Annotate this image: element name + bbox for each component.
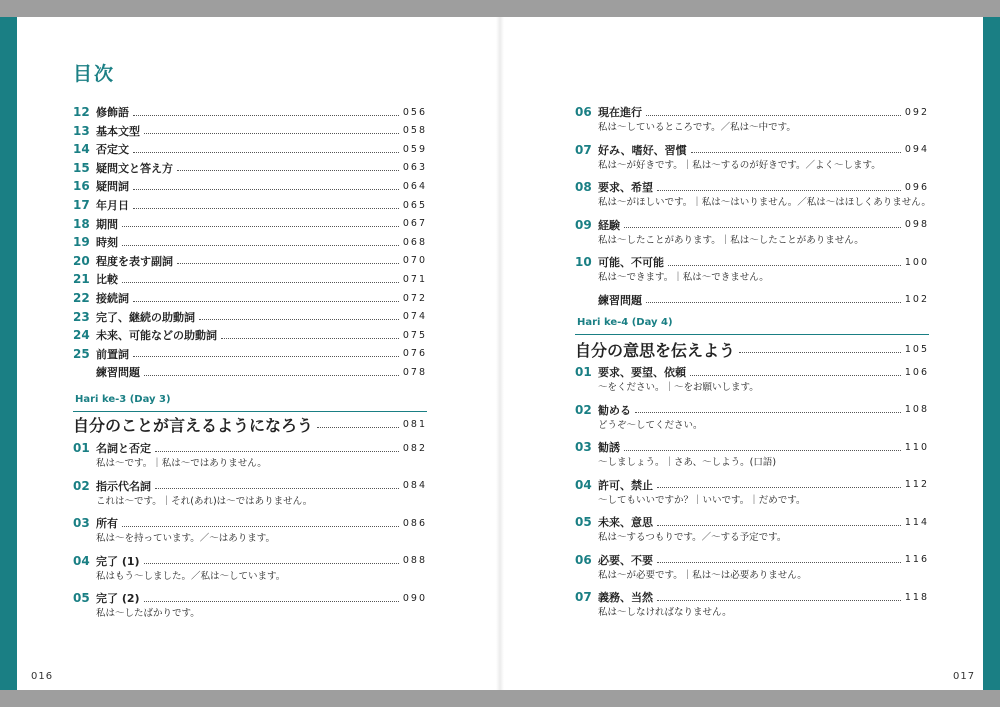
- leader-dots: [690, 375, 901, 376]
- leader-dots: [635, 412, 901, 413]
- entry-number: 20: [73, 253, 90, 268]
- entry-page: 078: [402, 366, 427, 378]
- entry-number: 09: [575, 217, 592, 232]
- day-rule: [575, 334, 929, 335]
- entry-page: 108: [904, 404, 929, 415]
- toc-entry[interactable]: [575, 253, 929, 271]
- toc-title: 目次: [73, 63, 116, 85]
- entry-page: 110: [904, 441, 929, 453]
- leader-dots: [657, 562, 901, 563]
- entry-page: 105: [904, 343, 929, 355]
- toc-entry[interactable]: [73, 363, 427, 381]
- leader-dots: [133, 356, 399, 357]
- entry-number: 05: [575, 515, 592, 529]
- toc-entry[interactable]: [73, 289, 427, 307]
- entry-page: 058: [402, 125, 427, 137]
- leader-dots: [646, 115, 901, 116]
- entry-example: 私は〜がほしいです。｜私は〜はいりません。／私は〜はほしくありません。: [598, 197, 931, 208]
- entry-number: 25: [73, 346, 90, 361]
- toc-entry[interactable]: [73, 233, 427, 251]
- entry-title: 期間: [96, 217, 118, 231]
- entry-example: 私は〜できます。｜私は〜できません。: [598, 272, 769, 283]
- leader-dots: [657, 525, 901, 526]
- entry-number: 21: [73, 272, 90, 287]
- entry-page: 100: [904, 256, 929, 268]
- entry-number: 10: [575, 255, 592, 269]
- entry-page: 084: [402, 480, 427, 491]
- toc-entry[interactable]: [73, 477, 427, 495]
- entry-page: 059: [402, 143, 427, 155]
- entry-title: 名詞と否定: [96, 442, 151, 455]
- entry-page: 076: [402, 348, 427, 360]
- entry-title: 練習問題: [96, 366, 140, 380]
- leader-dots: [155, 488, 399, 489]
- entry-example: 私は〜するつもりです。／〜する予定です。: [598, 532, 787, 543]
- entry-title: 疑問文と答え方: [96, 161, 173, 175]
- toc-entry[interactable]: [575, 363, 929, 381]
- entry-page: 072: [402, 292, 427, 304]
- day-label: Hari ke-3 (Day 3): [75, 394, 171, 405]
- toc-entry[interactable]: [73, 552, 427, 570]
- entry-number: 07: [575, 142, 592, 157]
- toc-entry[interactable]: [575, 141, 929, 159]
- left-page-number: 016: [31, 671, 54, 682]
- entry-title: 経験: [598, 218, 620, 232]
- leader-dots: [199, 319, 399, 320]
- entry-title: 比較: [96, 273, 118, 287]
- leader-dots: [144, 601, 399, 602]
- entry-number: 02: [73, 478, 90, 493]
- entry-page: 098: [904, 219, 929, 230]
- entry-title: 勧誘: [598, 441, 620, 454]
- leader-dots: [122, 526, 399, 527]
- toc-entry[interactable]: [73, 439, 427, 457]
- entry-page: 114: [904, 516, 929, 528]
- entry-example: 私はもう〜しました。／私は〜しています。: [96, 570, 286, 582]
- entry-title: 基本文型: [96, 124, 140, 138]
- entry-number: 22: [73, 291, 90, 305]
- leader-dots: [624, 227, 901, 228]
- toc-entry[interactable]: [575, 103, 929, 121]
- entry-title: 未来、意思: [598, 516, 653, 529]
- entry-number: 01: [575, 365, 592, 379]
- leader-dots: [317, 427, 399, 428]
- entry-example: 私は〜したことがあります。｜私は〜したことがありません。: [598, 234, 864, 246]
- entry-example: これは〜です。｜それ(あれ)は〜ではありません。: [96, 495, 313, 507]
- entry-page: 096: [904, 181, 929, 193]
- entry-page: 094: [904, 144, 929, 155]
- entry-title: 年月日: [96, 199, 129, 212]
- toc-entry[interactable]: [575, 216, 929, 234]
- entry-number: 03: [73, 516, 90, 530]
- entry-page: 102: [904, 294, 929, 305]
- entry-example: 私は〜を持っています。／〜はあります。: [96, 533, 275, 544]
- entry-title: 好み、嗜好、習慣: [598, 143, 687, 157]
- entry-title: 指示代名詞: [96, 479, 151, 493]
- entry-page: 063: [402, 162, 427, 174]
- entry-number: 04: [73, 553, 90, 568]
- section-heading-row[interactable]: [73, 412, 427, 436]
- toc-entry[interactable]: [73, 252, 427, 270]
- entry-title: 可能、不可能: [598, 256, 664, 269]
- entry-page: 082: [402, 442, 427, 454]
- toc-entry[interactable]: [575, 551, 929, 569]
- entry-number: 19: [73, 235, 90, 250]
- entry-title: 前置詞: [96, 347, 129, 361]
- toc-entry[interactable]: [73, 345, 427, 363]
- toc-entry[interactable]: [73, 215, 427, 233]
- leader-dots: [155, 451, 399, 452]
- leader-dots: [133, 301, 399, 302]
- entry-title: 現在進行: [598, 106, 642, 119]
- entry-title: 要求、要望、依頼: [598, 366, 686, 379]
- entry-example: 私は〜が必要です。｜私は〜は必要ありません。: [598, 569, 807, 581]
- entry-page: 116: [904, 554, 929, 565]
- toc-entry[interactable]: [73, 140, 427, 158]
- toc-entry[interactable]: [575, 401, 929, 419]
- entry-title: 要求、希望: [598, 181, 653, 194]
- toc-entry[interactable]: [73, 196, 427, 214]
- day-label: Hari ke-4 (Day 4): [577, 317, 673, 328]
- leader-dots: [646, 302, 901, 303]
- leader-dots: [177, 170, 399, 171]
- entry-title: 修飾語: [96, 106, 129, 119]
- entry-title: 必要、不要: [598, 553, 653, 567]
- toc-entry[interactable]: [575, 588, 929, 606]
- toc-entry[interactable]: [73, 177, 427, 195]
- leader-dots: [177, 263, 399, 264]
- leader-dots: [122, 226, 399, 227]
- entry-number: 14: [73, 142, 90, 157]
- toc-entry[interactable]: [575, 513, 929, 531]
- leader-dots: [691, 152, 901, 153]
- entry-title: 接続詞: [96, 292, 129, 305]
- entry-title: 練習問題: [598, 293, 642, 307]
- entry-number: 12: [73, 105, 90, 119]
- toc-entry[interactable]: [575, 438, 929, 456]
- leader-dots: [133, 152, 399, 153]
- entry-example: 〜しましょう。｜さあ、〜しよう。(口語): [598, 457, 777, 468]
- entry-example: どうぞ〜してください。: [598, 419, 703, 431]
- toc-entry[interactable]: [73, 270, 427, 288]
- entry-example: 私は〜が好きです。｜私は〜するのが好きです。／よく〜します。: [598, 159, 881, 171]
- entry-page: 065: [402, 199, 427, 211]
- entry-title: 時刻: [96, 236, 118, 250]
- leader-dots: [221, 338, 399, 339]
- leader-dots: [122, 245, 399, 246]
- entry-title: 勧める: [598, 403, 631, 417]
- entry-title: 程度を表す副詞: [96, 254, 173, 268]
- entry-page: 074: [402, 311, 427, 323]
- entry-page: 075: [402, 329, 427, 341]
- entry-title: 許可、禁止: [598, 478, 653, 492]
- entry-example: 〜してもいいですか？｜いいです。｜だめです。: [598, 494, 806, 506]
- entry-page: 086: [402, 517, 427, 529]
- entry-number: 03: [575, 440, 592, 454]
- day-header: [575, 317, 929, 335]
- leader-dots: [657, 487, 901, 488]
- entry-number: 05: [73, 591, 90, 605]
- toc-entry[interactable]: [73, 514, 427, 532]
- entry-example: 私は〜しなければなりません。: [598, 607, 732, 618]
- entry-title: 義務、当然: [598, 591, 653, 604]
- entry-number: 02: [575, 402, 592, 417]
- entry-page: 070: [402, 255, 427, 267]
- leader-dots: [657, 190, 901, 191]
- entry-number: 01: [73, 441, 90, 455]
- entry-title: 完了 (2): [96, 592, 140, 605]
- entry-page: 067: [402, 218, 427, 230]
- entry-number: 17: [73, 198, 90, 212]
- entry-page: 112: [904, 479, 929, 490]
- entry-number: 04: [575, 477, 592, 492]
- right-page-number: 017: [953, 671, 976, 682]
- left-edge-bar: [0, 17, 17, 690]
- entry-title: 否定文: [96, 143, 129, 157]
- entry-example: 私は〜です。｜私は〜ではありません。: [96, 458, 267, 469]
- leader-dots: [133, 189, 399, 190]
- entry-page: 090: [402, 592, 427, 604]
- entry-example: 私は〜しているところです。／私は〜中です。: [598, 122, 796, 133]
- leader-dots: [122, 282, 399, 283]
- entry-number: 16: [73, 179, 90, 194]
- entry-number: 06: [575, 552, 592, 567]
- toc-entry[interactable]: [575, 476, 929, 494]
- entry-number: 07: [575, 590, 592, 604]
- section-heading-row[interactable]: [575, 337, 929, 361]
- leader-dots: [133, 115, 399, 116]
- page-gutter: [496, 17, 504, 690]
- entry-page: 071: [402, 273, 427, 285]
- entry-title: 完了、継続の助動詞: [96, 310, 195, 324]
- leader-dots: [668, 265, 901, 266]
- entry-title: 疑問詞: [96, 180, 129, 194]
- entry-page: 088: [402, 555, 427, 566]
- entry-number: 08: [575, 180, 592, 194]
- entry-title: 完了 (1): [96, 554, 140, 568]
- entry-page: 092: [904, 106, 929, 118]
- leader-dots: [144, 563, 399, 564]
- entry-page: 068: [402, 236, 427, 248]
- entry-page: 118: [904, 591, 929, 603]
- entry-number: 15: [73, 160, 90, 175]
- entry-number: 18: [73, 216, 90, 231]
- toc-entry[interactable]: [73, 326, 427, 344]
- section-heading: 自分のことが言えるようになろう: [73, 415, 314, 435]
- entry-page: 081: [402, 418, 427, 430]
- toc-entry[interactable]: [575, 178, 929, 196]
- day-header: [73, 394, 427, 412]
- entry-title: 未来、可能などの助動詞: [96, 329, 217, 343]
- entry-page: 106: [904, 366, 929, 378]
- entry-example: 私は〜したばかりです。: [96, 608, 200, 619]
- entry-page: 056: [402, 106, 427, 118]
- entry-example: 〜をください。｜〜をお願いします。: [598, 382, 759, 393]
- book-spread: [0, 17, 1000, 690]
- leader-dots: [133, 208, 399, 209]
- right-edge-bar: [983, 17, 1000, 690]
- toc-entry[interactable]: [73, 308, 427, 326]
- entry-number: 06: [575, 105, 592, 119]
- entry-page: 064: [402, 180, 427, 192]
- toc-entry[interactable]: [73, 103, 427, 121]
- leader-dots: [657, 600, 901, 601]
- entry-number: 23: [73, 309, 90, 324]
- section-heading: 自分の意思を伝えよう: [575, 340, 736, 360]
- entry-number: 24: [73, 328, 90, 343]
- leader-dots: [739, 352, 901, 353]
- entry-title: 所有: [96, 517, 118, 530]
- leader-dots: [144, 133, 399, 134]
- toc-entry[interactable]: [73, 589, 427, 607]
- toc-entry[interactable]: [73, 122, 427, 140]
- entry-number: 13: [73, 123, 90, 138]
- leader-dots: [144, 375, 399, 376]
- toc-entry[interactable]: [575, 291, 929, 309]
- toc-entry[interactable]: [73, 159, 427, 177]
- leader-dots: [624, 450, 901, 451]
